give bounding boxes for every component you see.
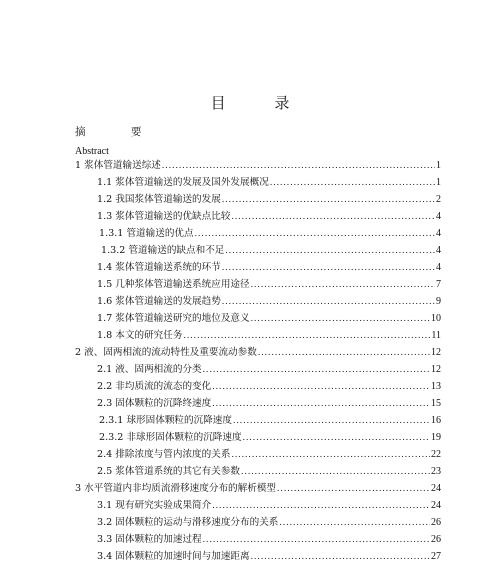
toc-entry-label: 3.3 固体颗粒的加速过程 <box>97 534 202 545</box>
dot-leader <box>251 550 430 564</box>
toc-entry-label: 2.5 浆体管道系统的其它有关参数 <box>97 466 241 477</box>
toc-entry <box>75 346 441 360</box>
dot-leader <box>222 193 435 207</box>
toc-entry-page: 1 <box>436 160 441 171</box>
toc-entry <box>97 329 441 343</box>
toc-entry-label: 2.2 非均质流的流态的变化 <box>97 381 212 392</box>
toc-entry <box>97 210 441 224</box>
toc-entry <box>97 363 441 377</box>
abstract-chinese-entry: 摘 要 <box>75 126 163 138</box>
dot-leader <box>203 533 430 547</box>
toc-entry-label: 1.2 我国浆体管道输送的发展 <box>97 194 221 205</box>
toc-entry <box>97 312 441 326</box>
toc-entry-label: 1.3.1 管道输送的优点 <box>99 228 194 239</box>
toc-heading: 目 录 <box>210 94 312 112</box>
toc-entry-label: 3.1 现有研究实验成果简介 <box>97 500 212 511</box>
toc-entry-page: 9 <box>436 296 441 307</box>
toc-entry-label: 1.5 几种浆体管道输送系统应用途径 <box>97 279 250 290</box>
toc-entry-page: 16 <box>431 415 441 426</box>
toc-entry <box>97 261 441 275</box>
toc-entry <box>97 533 441 547</box>
toc-entry <box>97 176 441 190</box>
dot-leader <box>231 210 435 224</box>
toc-entry <box>97 550 441 564</box>
toc-entry <box>97 465 441 479</box>
dot-leader <box>233 414 430 428</box>
dot-leader <box>162 159 435 173</box>
dot-leader <box>203 363 430 377</box>
toc-entry-label: 2.3.2 非球形固体颗粒的沉降速度 <box>99 432 242 443</box>
toc-entry-page: 12 <box>431 347 441 358</box>
toc-entry <box>97 380 441 394</box>
toc-entry-page: 2 <box>436 194 441 205</box>
toc-entry <box>97 295 441 309</box>
toc-entry-page: 4 <box>436 262 441 273</box>
dot-leader <box>270 176 435 190</box>
toc-entry-page: 1 <box>436 177 441 188</box>
dot-leader <box>222 295 435 309</box>
toc-entry-page: 19 <box>431 432 441 443</box>
toc-entry-page: 27 <box>431 551 441 562</box>
toc-entry-page: 23 <box>431 466 441 477</box>
toc-entry <box>97 516 441 530</box>
toc-entry-page: 4 <box>436 228 441 239</box>
dot-leader <box>183 329 430 343</box>
dot-leader <box>212 499 430 513</box>
dot-leader <box>241 465 430 479</box>
dot-leader <box>279 516 430 530</box>
toc-entry-page: 10 <box>431 313 441 324</box>
dot-leader <box>277 482 430 496</box>
toc-entry-page: 4 <box>436 245 441 256</box>
toc-entry-label: 1.1 浆体管道输送的发展及国外发展概况 <box>97 177 269 188</box>
dot-leader <box>222 261 435 275</box>
toc-entry-label: 3 水平管道内非均质流滑移速度分布的解析模型 <box>75 483 277 494</box>
abstract-english-entry: Abstract <box>75 146 109 157</box>
toc-entry-label: 1.6 浆体管道输送的发展趋势 <box>97 296 221 307</box>
toc-entry <box>75 482 441 496</box>
toc-entry <box>97 193 441 207</box>
dot-leader <box>212 397 430 411</box>
toc-entry-page: 4 <box>436 211 441 222</box>
toc-entry-label: 1.3 浆体管道输送的优缺点比较 <box>97 211 231 222</box>
toc-entry-label: 3.4 固体颗粒的加速时间与加速距离 <box>97 551 250 562</box>
dot-leader <box>212 380 430 394</box>
toc-entry <box>75 159 441 173</box>
toc-entry <box>99 227 441 241</box>
dot-leader <box>225 244 435 258</box>
toc-entry-page: 7 <box>436 279 441 290</box>
toc-entry-label: 1.3.2 管道输送的缺点和不足 <box>101 245 225 256</box>
toc-entry-page: 13 <box>431 381 441 392</box>
dot-leader <box>258 346 430 360</box>
toc-entry <box>97 448 441 462</box>
toc-entry-label: 1 浆体管道输送综述 <box>75 160 161 171</box>
dot-leader <box>243 431 430 445</box>
toc-entry-label: 2.4 排除浓度与管内浓度的关系 <box>97 449 231 460</box>
toc-entry <box>97 499 441 513</box>
toc-entry-label: 3.2 固体颗粒的运动与滑移速度分布的关系 <box>97 517 279 528</box>
toc-entry-label: 1.4 浆体管道输送系统的环节 <box>97 262 221 273</box>
toc-entry-label: 1.7 浆体管道输送研究的地位及意义 <box>97 313 250 324</box>
toc-entry-label: 2.3 固体颗粒的沉降终速度 <box>97 398 212 409</box>
dot-leader <box>195 227 435 241</box>
dot-leader <box>231 448 430 462</box>
dot-leader <box>251 278 435 292</box>
toc-entry-page: 15 <box>431 398 441 409</box>
toc-entry <box>99 431 441 445</box>
toc-entry-label: 1.8 本文的研究任务 <box>97 330 183 341</box>
toc-entry <box>101 244 441 258</box>
toc-entry <box>99 414 441 428</box>
dot-leader <box>251 312 430 326</box>
toc-entry-page: 11 <box>431 330 441 341</box>
toc-entry-page: 26 <box>431 517 441 528</box>
toc-entry-page: 12 <box>431 364 441 375</box>
toc-entry-label: 2 液、固两相流的流动特性及重要流动参数 <box>75 347 257 358</box>
toc-entry-page: 24 <box>431 500 441 511</box>
toc-entry-label: 2.1 液、固两相流的分类 <box>97 364 202 375</box>
toc-entry-label: 2.3.1 球形固体颗粒的沉降速度 <box>99 415 232 426</box>
toc-entry <box>97 397 441 411</box>
toc-entry-page: 26 <box>431 534 441 545</box>
toc-entry-page: 24 <box>431 483 441 494</box>
toc-entry <box>97 278 441 292</box>
toc-entry-page: 22 <box>431 449 441 460</box>
